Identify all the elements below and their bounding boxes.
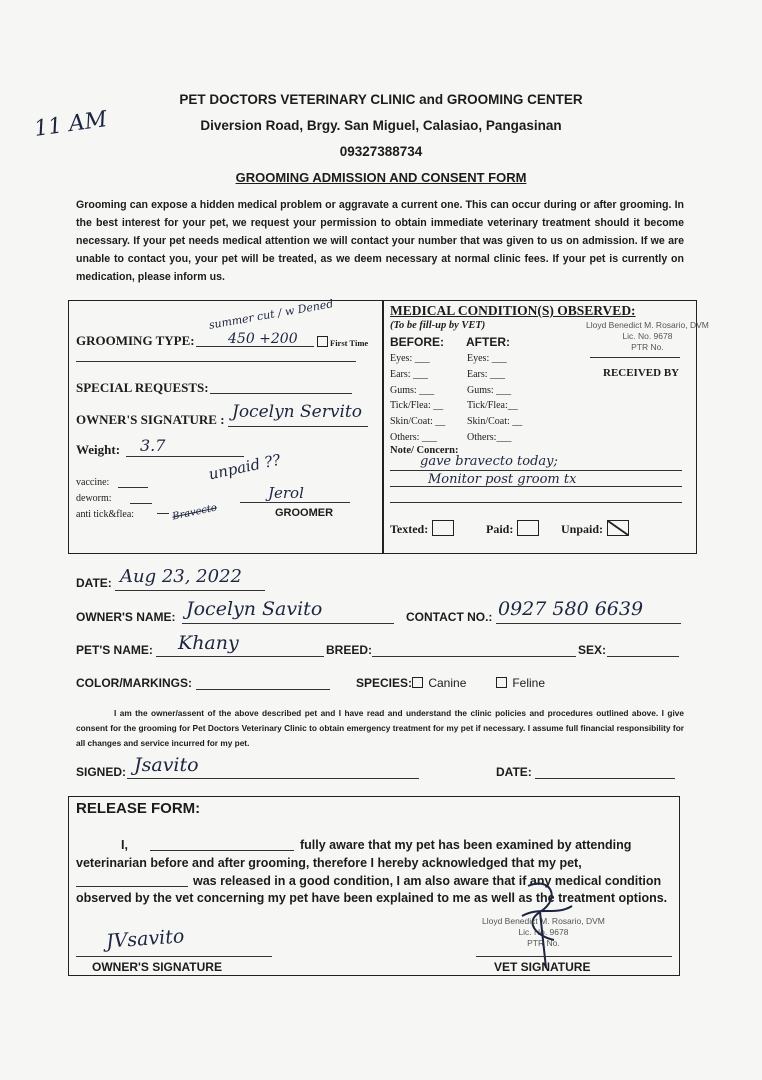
- pet-name-line: [156, 656, 324, 657]
- unpaid-label: Unpaid:: [561, 522, 604, 536]
- condition-row-tick: Tick/Flea: __ Tick/Flea:__: [390, 400, 518, 412]
- release-text-2: veterinarian before and after grooming, therefore I hereby acknowledged that my pet,: [76, 856, 582, 870]
- signed-line: [127, 778, 419, 779]
- antitick-line: [157, 513, 169, 514]
- form-title: GROOMING ADMISSION AND CONSENT FORM: [235, 170, 527, 185]
- release-owner-signature-label: OWNER'S SIGNATURE: [92, 960, 222, 974]
- after-label: AFTER:: [466, 335, 510, 349]
- weight-line: [126, 456, 244, 457]
- owner-signature-value: Jocelyn Servito: [232, 402, 362, 422]
- first-time-option: [317, 336, 368, 349]
- deworm-line: [130, 503, 152, 504]
- first-time-checkbox[interactable]: [317, 336, 328, 347]
- unpaid-handwritten: unpaid ??: [206, 450, 283, 484]
- condition-row-others: Others: ___ Others:___: [390, 431, 512, 443]
- grooming-type-value-2: 450 +200: [228, 331, 298, 347]
- date2-line: [535, 778, 675, 779]
- condition-row-eyes: Eyes: ___ Eyes: ___: [390, 353, 507, 364]
- date-value: Aug 23, 2022: [120, 566, 242, 587]
- medical-subtitle: (To be fill-up by VET): [390, 320, 486, 331]
- feline-option: [496, 676, 545, 690]
- groomer-name: Jerol: [268, 484, 304, 502]
- breed-line: [372, 656, 576, 657]
- release-text-3: was released in a good condition, I am also aware that if any medical condition: [193, 874, 662, 888]
- received-by-line: [590, 357, 680, 358]
- feline-checkbox[interactable]: [496, 677, 507, 688]
- clinic-phone: 09327388734: [339, 144, 423, 159]
- sex-label: SEX:: [578, 643, 607, 657]
- condition-row-gums: Gums: ___ Gums: ___: [390, 384, 512, 396]
- date2-label: DATE:: [496, 765, 532, 779]
- note-line-3: [390, 502, 682, 503]
- grooming-type-label: GROOMING TYPE:: [76, 333, 195, 348]
- owner-signature-line: [228, 426, 368, 427]
- vet-signature-scribble: [510, 876, 580, 972]
- release-name-blank: [150, 850, 294, 851]
- medical-title: MEDICAL CONDITION(S) OBSERVED:: [390, 303, 636, 318]
- contact-value: 0927 580 6639: [498, 598, 644, 620]
- release-stamp-lic: Lic. No. 9678: [518, 927, 569, 937]
- box-divider: [382, 300, 384, 554]
- release-line-1: I,: [121, 838, 128, 852]
- signed-label: SIGNED:: [76, 765, 127, 779]
- paid-checkbox[interactable]: [517, 520, 539, 536]
- vet-stamp-name: Lloyd Benedict M. Rosario, DVM: [586, 320, 709, 330]
- before-label: BEFORE:: [390, 335, 444, 349]
- species-label: SPECIES:: [356, 676, 413, 690]
- vet-stamp-lic: Lic. No. 9678: [622, 331, 673, 341]
- clinic-name: PET DOCTORS VETERINARY CLINIC and GROOMING CENTER: [179, 92, 583, 107]
- clinic-address: Diversion Road, Brgy. San Miguel, Calasiao, Pangasinan: [200, 118, 562, 133]
- note-value-2: Monitor post groom tx: [428, 472, 577, 487]
- release-vet-signature-line: [476, 956, 672, 957]
- grooming-type-value-1: summer cut / w Dened: [207, 297, 335, 332]
- release-form-title: RELEASE FORM:: [76, 800, 201, 817]
- canine-label: Canine: [428, 676, 467, 690]
- color-markings-line: [196, 689, 330, 690]
- antitick-label: anti tick&flea:: [76, 509, 135, 520]
- release-text-1: fully aware that my pet has been examined by attending: [300, 838, 632, 852]
- vet-stamp-top: [586, 320, 709, 353]
- unpaid-field: [561, 520, 629, 537]
- pet-name-value: Khany: [178, 632, 239, 654]
- weight-label: Weight:: [76, 442, 121, 457]
- groomer-label: GROOMER: [275, 507, 334, 519]
- condition-row-ears: Ears: ___ Ears: ___: [390, 368, 506, 380]
- breed-label: BREED:: [326, 643, 373, 657]
- condition-row-skin: Skin/Coat: __ Skin/Coat: __: [390, 416, 523, 428]
- condition-rows: [390, 351, 522, 446]
- consent-paragraph: I am the owner/assent of the above described pet and I have read and understand the clinic policies and procedures outlined above. I give consent for the grooming for Pet Doctors Veterinary Clinic to obtain emergency treatment for my pet if necessary. I assume full financial responsibility for all changes and service incurred for my pet.: [76, 708, 684, 748]
- weight-value: 3.7: [140, 436, 166, 455]
- vaccine-label: vaccine:: [76, 477, 110, 488]
- release-stamp-ptr: PTR No.: [527, 938, 560, 948]
- feline-label: Feline: [512, 676, 546, 690]
- signed-value: Jsavito: [134, 754, 199, 776]
- texted-checkbox[interactable]: [432, 520, 454, 536]
- received-by-label: RECEIVED BY: [603, 367, 680, 379]
- color-markings-label: COLOR/MARKINGS:: [76, 676, 192, 690]
- release-text-4: observed by the vet concerning my pet have been explained to me as well as the treatment options.: [76, 891, 668, 905]
- date-line: [115, 590, 265, 591]
- note-value-1: gave bravecto today;: [420, 454, 558, 469]
- sex-line: [607, 656, 679, 657]
- release-pet-blank: [76, 886, 188, 887]
- deworm-label: deworm:: [76, 493, 112, 504]
- texted-field: [390, 520, 454, 537]
- margin-note: 11 AM: [32, 107, 109, 142]
- contact-line: [496, 623, 681, 624]
- texted-label: Texted:: [390, 522, 429, 536]
- owner-name-label: OWNER'S NAME:: [76, 610, 176, 624]
- paid-label: Paid:: [486, 522, 514, 536]
- unpaid-checkbox[interactable]: [607, 520, 629, 536]
- owner-signature-label: OWNER'S SIGNATURE :: [76, 412, 225, 427]
- release-owner-signature-value: JVsavito: [105, 925, 185, 953]
- canine-option: [412, 676, 466, 690]
- pet-name-label: PET'S NAME:: [76, 643, 153, 657]
- release-stamp-name: Lloyd Benedict M. Rosario, DVM: [482, 916, 605, 926]
- owner-name-line: [182, 623, 394, 624]
- contact-label: CONTACT NO.:: [406, 610, 493, 624]
- note-line-1: [390, 470, 682, 471]
- note-label: Note/ Concern:: [390, 445, 459, 456]
- paid-field: [486, 520, 539, 537]
- first-time-label: First Time: [330, 338, 369, 348]
- owner-name-value: Jocelyn Savito: [186, 598, 323, 620]
- groomer-line: [240, 502, 350, 503]
- release-vet-signature-label: VET SIGNATURE: [494, 960, 591, 974]
- intro-paragraph: Grooming can expose a hidden medical problem or aggravate a current one. This can occur during or after grooming. In the best interest for your pet, we request your permission to obtain immediate veterinary treatment should it become necessary. If your pet needs medical attention we will contact your number that was given to us on admission. If we are unable to contact you, your pet will be treated, as we deem necessary at normal clinic fees. If your pet is currently on medication, please inform us.: [76, 199, 684, 283]
- canine-checkbox[interactable]: [412, 677, 423, 688]
- vaccine-line: [118, 487, 148, 488]
- grooming-type-line-2: [76, 361, 356, 362]
- special-requests-line: [210, 393, 352, 394]
- vet-stamp-ptr: PTR No.: [631, 342, 664, 352]
- special-requests-label: SPECIAL REQUESTS:: [76, 380, 209, 395]
- release-owner-signature-line: [76, 956, 272, 957]
- antitick-handwritten: Bravecto: [171, 502, 218, 523]
- date-label: DATE:: [76, 576, 112, 590]
